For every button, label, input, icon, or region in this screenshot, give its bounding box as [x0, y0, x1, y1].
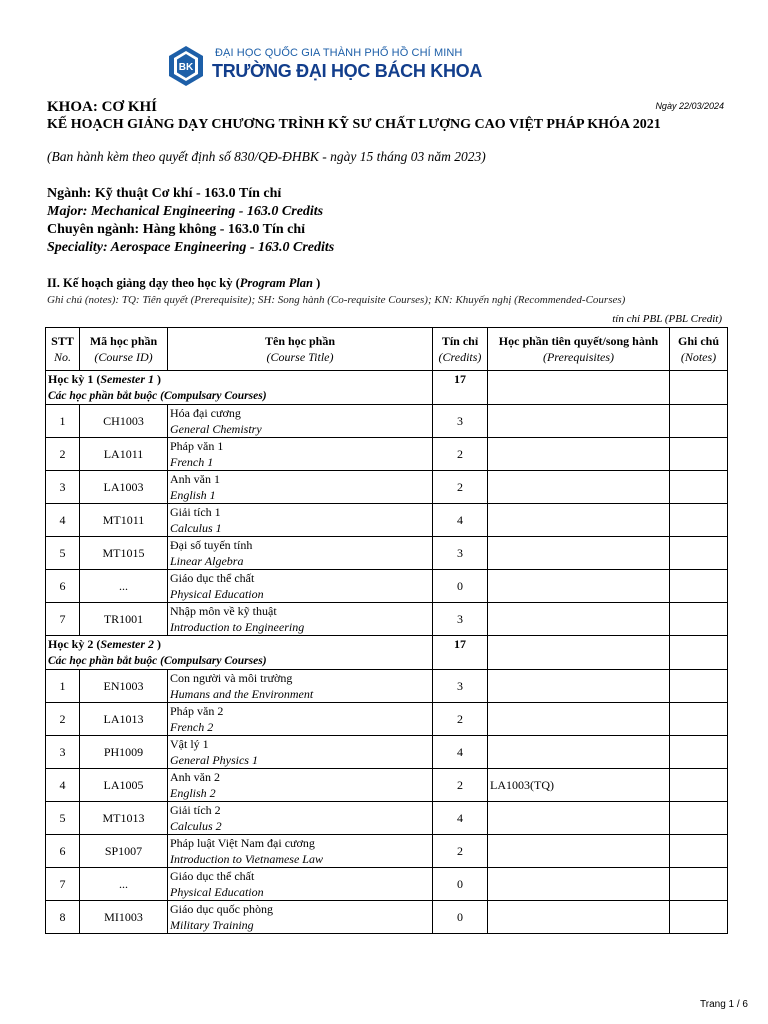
course-credits: 4 — [433, 736, 488, 769]
course-title — [168, 504, 433, 537]
course-no: 2 — [46, 438, 80, 471]
program-plan-table — [45, 327, 728, 934]
course-title-vi: Đại số tuyến tính — [170, 538, 253, 552]
course-title-en: Linear Algebra — [170, 554, 244, 568]
course-notes — [670, 603, 728, 636]
course-title-vi: Pháp văn 2 — [170, 704, 224, 718]
course-prerequisites — [488, 537, 670, 570]
course-title — [168, 736, 433, 769]
course-title-vi: Giáo dục quốc phòng — [170, 902, 273, 916]
course-credits: 0 — [433, 901, 488, 934]
course-title-en: General Chemistry — [170, 422, 262, 436]
course-title-en: Military Training — [170, 918, 254, 932]
course-id: PH1009 — [80, 736, 168, 769]
course-title-en: Introduction to Vietnamese Law — [170, 852, 323, 866]
course-credits: 3 — [433, 603, 488, 636]
semester-notes-cell — [670, 636, 728, 670]
table-row — [46, 736, 728, 769]
course-title-en: Physical Education — [170, 587, 264, 601]
course-id: EN1003 — [80, 670, 168, 703]
course-title — [168, 703, 433, 736]
course-title-vi: Giải tích 2 — [170, 803, 221, 817]
course-credits: 0 — [433, 570, 488, 603]
course-id: LA1011 — [80, 438, 168, 471]
table-row — [46, 703, 728, 736]
category-label: Các học phần bắt buộc (Compulsary Courses) — [46, 653, 433, 670]
pbl-credit-note: tín chỉ PBL (PBL Credit) — [612, 313, 722, 325]
course-id: MT1015 — [80, 537, 168, 570]
table-row — [46, 504, 728, 537]
course-id: CH1003 — [80, 405, 168, 438]
course-credits: 0 — [433, 868, 488, 901]
course-title-vi: Pháp văn 1 — [170, 439, 224, 453]
svg-text:BK: BK — [178, 62, 194, 73]
course-title-vi: Nhập môn về kỹ thuật — [170, 604, 277, 618]
course-no: 3 — [46, 736, 80, 769]
course-notes — [670, 835, 728, 868]
course-no: 5 — [46, 537, 80, 570]
course-title-en: Introduction to Engineering — [170, 620, 305, 634]
course-prerequisites — [488, 736, 670, 769]
course-title — [168, 769, 433, 802]
course-credits: 3 — [433, 670, 488, 703]
course-prerequisites — [488, 603, 670, 636]
course-title-en: Calculus 2 — [170, 819, 222, 833]
course-title — [168, 802, 433, 835]
course-notes — [670, 570, 728, 603]
document-title: KẾ HOẠCH GIẢNG DẠY CHƯƠNG TRÌNH KỸ SƯ CHẤT LƯỢNG CAO VIỆT PHÁP KHÓA 2021 — [47, 117, 661, 132]
university-logo — [167, 44, 483, 88]
table-row — [46, 438, 728, 471]
page-number: Trang 1 / 6 — [700, 999, 748, 1010]
course-no: 4 — [46, 769, 80, 802]
course-id: LA1013 — [80, 703, 168, 736]
major-en: Major: Mechanical Engineering - 163.0 Credits — [47, 204, 324, 219]
category-label: Các học phần bắt buộc (Compulsary Courses) — [46, 388, 433, 405]
col-header-credits: Tín chỉ (Credits) — [433, 328, 488, 371]
course-id: LA1003 — [80, 471, 168, 504]
course-title-vi: Vật lý 1 — [170, 737, 209, 751]
course-no: 6 — [46, 835, 80, 868]
course-title — [168, 438, 433, 471]
course-title-vi: Con người và môi trường — [170, 671, 293, 685]
course-notes — [670, 504, 728, 537]
course-id: TR1001 — [80, 603, 168, 636]
course-notes — [670, 736, 728, 769]
semester-label: Học kỳ 2 (Semester 2 ) — [46, 636, 433, 654]
table-row — [46, 537, 728, 570]
logo-university-system: ĐẠI HỌC QUỐC GIA THÀNH PHỐ HỒ CHÍ MINH — [215, 47, 463, 59]
course-no: 7 — [46, 868, 80, 901]
course-no: 7 — [46, 603, 80, 636]
table-row — [46, 769, 728, 802]
course-title-en: English 1 — [170, 488, 216, 502]
decree-reference: (Ban hành kèm theo quyết định số 830/QĐ-ĐHBK - ngày 15 tháng 03 năm 2023) — [47, 149, 486, 164]
table-row — [46, 802, 728, 835]
course-title-en: Humans and the Environment — [170, 687, 314, 701]
semester-row — [46, 636, 728, 654]
course-notes — [670, 901, 728, 934]
course-notes — [670, 670, 728, 703]
course-prerequisites — [488, 570, 670, 603]
course-title-vi: Anh văn 1 — [170, 472, 220, 486]
speciality-vi: Chuyên ngành: Hàng không - 163.0 Tín chỉ — [47, 222, 306, 237]
course-notes — [670, 802, 728, 835]
semester-credits: 17 — [433, 371, 488, 405]
speciality-en: Speciality: Aerospace Engineering - 163.0 Credits — [47, 240, 335, 255]
course-no: 3 — [46, 471, 80, 504]
course-title — [168, 901, 433, 934]
course-id: SP1007 — [80, 835, 168, 868]
table-row — [46, 570, 728, 603]
col-header-course-title: Tên học phần (Course Title) — [168, 328, 433, 371]
course-title — [168, 405, 433, 438]
course-title — [168, 570, 433, 603]
table-row — [46, 868, 728, 901]
course-notes — [670, 438, 728, 471]
course-prerequisites — [488, 703, 670, 736]
col-header-stt: STT No. — [46, 328, 80, 371]
course-credits: 2 — [433, 471, 488, 504]
semester-prereq-cell — [488, 371, 670, 405]
course-title-vi: Giáo dục thể chất — [170, 571, 255, 585]
table-body — [46, 371, 728, 934]
semester-notes-cell — [670, 371, 728, 405]
semester-row — [46, 371, 728, 389]
col-header-prerequisites: Học phần tiên quyết/song hành (Prerequisites) — [488, 328, 670, 371]
course-prerequisites — [488, 901, 670, 934]
course-prerequisites — [488, 802, 670, 835]
semester-credits: 17 — [433, 636, 488, 670]
notes-legend: Ghi chú (notes): TQ: Tiên quyết (Prerequisite); SH: Song hành (Co-requisite Courses); KN: Khuyến nghị (Recommended-Courses) — [47, 294, 626, 306]
course-notes — [670, 471, 728, 504]
course-id: ... — [80, 570, 168, 603]
bk-logo-icon — [167, 45, 205, 87]
course-prerequisites — [488, 670, 670, 703]
course-title-vi: Anh văn 2 — [170, 770, 220, 784]
table-row — [46, 603, 728, 636]
logo-university-name: TRƯỜNG ĐẠI HỌC BÁCH KHOA — [212, 61, 483, 81]
course-credits: 3 — [433, 405, 488, 438]
semester-prereq-cell — [488, 636, 670, 670]
course-title-vi: Giải tích 1 — [170, 505, 221, 519]
course-no: 1 — [46, 670, 80, 703]
course-prerequisites — [488, 504, 670, 537]
course-prerequisites: LA1003(TQ) — [488, 769, 670, 802]
course-credits: 3 — [433, 537, 488, 570]
course-credits: 4 — [433, 802, 488, 835]
course-title-en: French 2 — [170, 720, 214, 734]
course-no: 8 — [46, 901, 80, 934]
course-id: MT1011 — [80, 504, 168, 537]
table-row — [46, 405, 728, 438]
course-no: 4 — [46, 504, 80, 537]
course-prerequisites — [488, 405, 670, 438]
course-id: LA1005 — [80, 769, 168, 802]
course-credits: 2 — [433, 703, 488, 736]
major-vi: Ngành: Kỹ thuật Cơ khí - 163.0 Tín chỉ — [47, 186, 282, 201]
course-title-en: English 2 — [170, 786, 216, 800]
course-id: ... — [80, 868, 168, 901]
course-notes — [670, 703, 728, 736]
course-notes — [670, 769, 728, 802]
course-id: MT1013 — [80, 802, 168, 835]
course-title-vi: Giáo dục thể chất — [170, 869, 255, 883]
course-title-en: Physical Education — [170, 885, 264, 899]
course-title — [168, 868, 433, 901]
course-no: 1 — [46, 405, 80, 438]
course-title-en: Calculus 1 — [170, 521, 222, 535]
course-notes — [670, 868, 728, 901]
table-header-row — [46, 328, 728, 371]
course-no: 5 — [46, 802, 80, 835]
course-credits: 4 — [433, 504, 488, 537]
course-notes — [670, 537, 728, 570]
course-title-vi: Hóa đại cương — [170, 406, 241, 420]
course-title — [168, 471, 433, 504]
course-title-en: French 1 — [170, 455, 214, 469]
course-title-en: General Physics 1 — [170, 753, 258, 767]
table-row — [46, 670, 728, 703]
issue-date: Ngày 22/03/2024 — [655, 101, 724, 111]
faculty-heading: KHOA: CƠ KHÍ — [47, 99, 158, 115]
course-title — [168, 537, 433, 570]
course-credits: 2 — [433, 835, 488, 868]
course-prerequisites — [488, 835, 670, 868]
course-no: 2 — [46, 703, 80, 736]
col-header-course-id: Mã học phần (Course ID) — [80, 328, 168, 371]
course-prerequisites — [488, 471, 670, 504]
table-row — [46, 471, 728, 504]
course-credits: 2 — [433, 438, 488, 471]
course-credits: 2 — [433, 769, 488, 802]
course-title — [168, 670, 433, 703]
course-notes — [670, 405, 728, 438]
course-no: 6 — [46, 570, 80, 603]
course-title — [168, 603, 433, 636]
course-prerequisites — [488, 868, 670, 901]
semester-label: Học kỳ 1 (Semester 1 ) — [46, 371, 433, 389]
table-row — [46, 901, 728, 934]
course-title — [168, 835, 433, 868]
table-row — [46, 835, 728, 868]
col-header-notes: Ghi chú (Notes) — [670, 328, 728, 371]
section-heading: II. Kế hoạch giảng dạy theo học kỳ (Program Plan ) — [47, 276, 321, 290]
course-prerequisites — [488, 438, 670, 471]
course-id: MI1003 — [80, 901, 168, 934]
course-title-vi: Pháp luật Việt Nam đại cương — [170, 836, 315, 850]
